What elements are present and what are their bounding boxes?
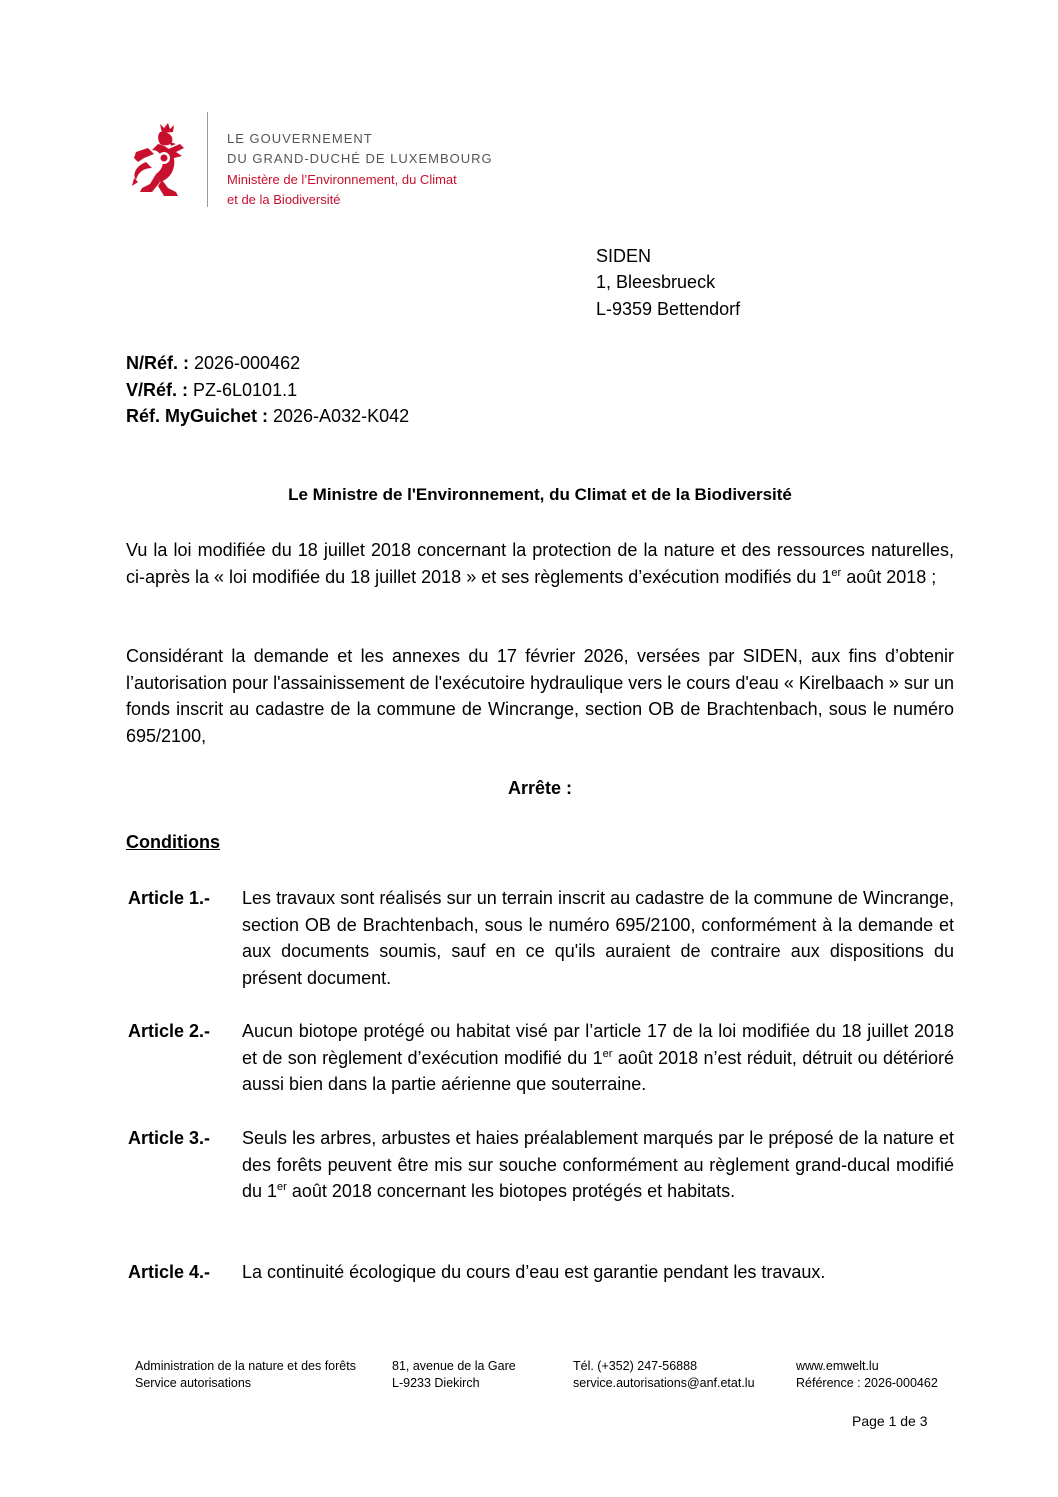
article-3-superscript: er <box>277 1181 287 1193</box>
addressee-name: SIDEN <box>596 246 652 266</box>
article-3-text-end: août 2018 concernant les biotopes protégés et habitats. <box>286 1181 736 1201</box>
ministry-name-line2: et de la Biodiversité <box>227 192 341 207</box>
your-reference-label: V/Réf. : <box>126 380 189 400</box>
footer-administration-name: Administration de la nature et des forêts <box>135 1359 356 1373</box>
your-reference <box>126 377 297 403</box>
page-number: Page 1 de 3 <box>852 1413 928 1429</box>
article-4-text: La continuité écologique du cours d’eau est garantie pendant les travaux. <box>242 1262 826 1282</box>
article-2-text-start: Aucun biotope protégé ou habitat visé par l’article 17 de la loi modifiée du 18 juillet 2018 et de son règlement d’exécution modifié du 1 <box>242 1021 954 1068</box>
our-reference-value: 2026-000462 <box>189 353 301 373</box>
conditions-heading: Conditions <box>126 832 220 852</box>
footer-street: 81, avenue de la Gare <box>392 1359 516 1373</box>
considerant-paragraph: Considérant la demande et les annexes du 17 février 2026, versées par SIDEN, aux fins d’obtenir l’autorisation pour l'assainissement de l'exécutoire hydraulique vers le cours d'eau « Kirelbaach » sur un fonds inscrit au cadastre de la commune de Wincrange, section OB de Brachtenbach, sous le numéro 695/2100, <box>126 646 954 746</box>
our-reference <box>126 350 300 376</box>
addressee-city: L-9359 Bettendorf <box>596 299 741 319</box>
footer-web <box>796 1358 938 1392</box>
article-1-label: Article 1.- <box>128 888 211 908</box>
vu-text-end: août 2018 ; <box>841 566 937 587</box>
article-3-text <box>242 1125 954 1205</box>
logo-divider <box>207 112 208 207</box>
article-4-label: Article 4.- <box>128 1262 211 1282</box>
government-name-line1: LE GOUVERNEMENT <box>227 131 373 146</box>
footer-address <box>392 1358 516 1392</box>
footer-service-name: Service autorisations <box>135 1376 252 1390</box>
arrete-heading: Arrête : <box>507 778 573 798</box>
vu-superscript: er <box>831 566 842 579</box>
government-name-line2: DU GRAND-DUCHÉ DE LUXEMBOURG <box>227 151 493 166</box>
your-reference-value: PZ-6L0101.1 <box>188 380 298 400</box>
article-2-superscript: er <box>602 1047 613 1060</box>
footer-website: www.emwelt.lu <box>796 1359 879 1373</box>
red-lion-icon <box>130 122 192 198</box>
footer-email: service.autorisations@anf.etat.lu <box>573 1376 755 1390</box>
ministry-name-line1: Ministère de l’Environnement, du Climat <box>227 172 457 187</box>
article-2-text-end: août 2018 n’est réduit, détruit ou détérioré aussi bien dans la partie aérienne que souterraine. <box>242 1047 954 1094</box>
vu-text: Vu la loi modifiée du 18 juillet 2018 concernant la protection de la nature et des ressources naturelles, ci-après la « loi modifiée du 18 juillet 2018 » et ses règlements d’exécution modifiés du 1 <box>126 540 954 587</box>
article-3-text-start: Seuls les arbres, arbustes et haies préalablement marqués par le préposé de la nature et des forêts peuvent être mis sur souche conformément au règlement grand-ducal modifié du 1 <box>242 1128 954 1201</box>
footer-phone: Tél. (+352) 247-56888 <box>573 1359 698 1373</box>
myguichet-reference-value: 2026-A032-K042 <box>268 406 410 426</box>
article-3-label: Article 3.- <box>128 1128 211 1148</box>
myguichet-reference <box>126 403 409 429</box>
addressee-street: 1, Bleesbrueck <box>596 272 716 292</box>
document-title: Le Ministre de l'Environnement, du Climat et de la Biodiversité <box>288 485 792 504</box>
footer-administration <box>135 1358 356 1392</box>
article-2-text <box>242 1018 954 1098</box>
myguichet-reference-label: Réf. MyGuichet : <box>126 406 269 426</box>
our-reference-label: N/Réf. : <box>126 353 189 373</box>
footer-city: L-9233 Diekirch <box>392 1376 480 1390</box>
vu-paragraph <box>126 537 954 590</box>
footer-reference: Référence : 2026-000462 <box>796 1376 938 1390</box>
article-1-text: Les travaux sont réalisés sur un terrain inscrit au cadastre de la commune de Wincrange, section OB de Brachtenbach, sous le numéro 695/2100, conformément à la demande et aux documents soumis, sauf en ce qu'ils auraient de contraire aux dispositions du présent document. <box>242 888 954 988</box>
footer-contact <box>573 1358 755 1392</box>
article-2-label: Article 2.- <box>128 1021 211 1041</box>
